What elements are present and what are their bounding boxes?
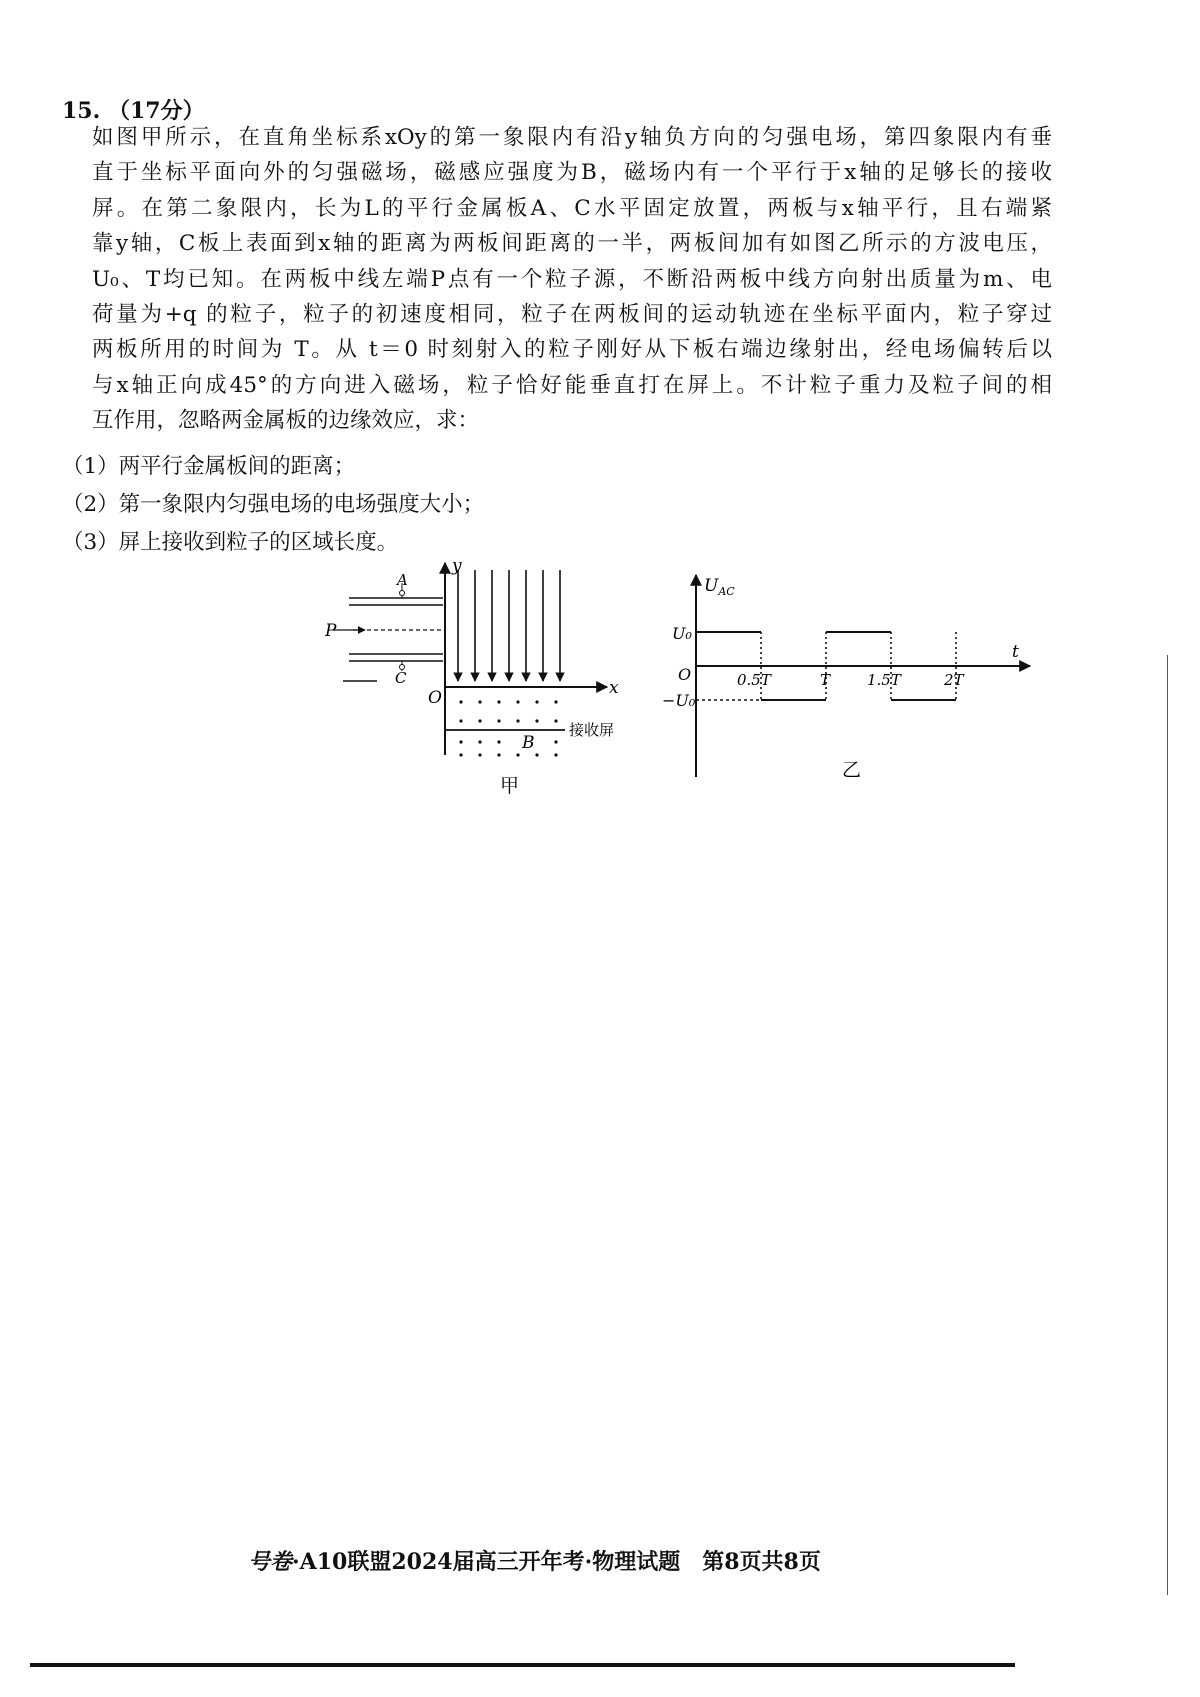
tick-label: 1.5T — [867, 671, 901, 689]
label-o: O — [678, 665, 692, 684]
question-score: （17分） — [107, 98, 205, 124]
footer-text: ·A10联盟2024届高三开年考·物理试题 第8页共8页 — [292, 1549, 821, 1575]
subquestion-1: （1）两平行金属板间的距离； — [62, 454, 356, 479]
footer-brand: 号卷 — [248, 1549, 293, 1575]
question-number-label: 15. — [62, 98, 101, 124]
page-footer — [248, 1545, 821, 1576]
figure-yi — [660, 565, 1040, 785]
label-c: C — [395, 669, 407, 687]
question-line: 如图甲所示，在直角坐标系xOy的第一象限内有沿y轴负方向的匀强电场，第四象限内有垂 — [92, 125, 1052, 150]
caption-jia: 甲 — [500, 775, 520, 795]
subquestion-2: （2）第一象限内匀强电场的电场强度大小； — [62, 492, 485, 517]
question-line: 靠y轴，C板上表面到x轴的距离为两板间距离的一半，两板间加有如图乙所示的方波电压， — [92, 231, 1052, 257]
tick-label: 2T — [944, 671, 964, 689]
plate-c — [349, 654, 443, 661]
label-u0: U₀ — [672, 624, 692, 643]
question-line: 互作用，忽略两金属板的边缘效应，求： — [92, 408, 480, 434]
label-o: O — [428, 688, 442, 708]
time-ticks — [737, 671, 965, 689]
magnetic-field-dots — [459, 700, 557, 756]
caption-yi: 乙 — [842, 759, 862, 781]
bottom-rule — [30, 1663, 1015, 1667]
tick-label: T — [820, 671, 831, 689]
label-t: t — [1012, 642, 1019, 662]
question-body — [92, 120, 1052, 439]
tick-label: 0.5T — [737, 671, 771, 689]
question-line: U₀、T均已知。在两板中线左端P点有一个粒子源，不断沿两板中线方向射出质量为m、电 — [92, 266, 1052, 292]
question-line: 与x轴正向成45°的方向进入磁场，粒子恰好能垂直打在屏上。不计粒子重力及粒子间的相 — [92, 372, 1052, 398]
label-screen: 接收屏 — [569, 721, 615, 739]
question-line: 荷量为+q 的粒子，粒子的初速度相同，粒子在两板间的运动轨迹在坐标平面内，粒子穿过 — [92, 302, 1052, 328]
plate-a — [349, 598, 443, 605]
label-uac: $U_{AC}$ — [704, 576, 735, 598]
page-edge-line — [1167, 655, 1168, 1595]
question-line: 两板所用的时间为 T。从 t＝0 时刻射入的粒子刚好从下板右端边缘射出，经电场偏转后以 — [92, 337, 1052, 363]
electric-field-lines — [458, 570, 560, 681]
figure-jia — [325, 555, 655, 795]
label-b: B — [522, 733, 535, 753]
question-line: 直于坐标平面向外的匀强磁场，磁感应强度为B，磁场内有一个平行于x轴的足够长的接收 — [92, 160, 1052, 186]
label-x: x — [609, 678, 619, 698]
label-a: A — [397, 571, 408, 589]
label-neg-u0: −U₀ — [662, 691, 696, 710]
subquestion-3: （3）屏上接收到粒子的区域长度。 — [62, 530, 399, 555]
label-p: P — [325, 621, 337, 641]
label-y: y — [452, 556, 462, 576]
question-line: 屏。在第二象限内，长为L的平行金属板A、C水平固定放置，两板与x轴平行，且右端紧 — [92, 195, 1052, 221]
